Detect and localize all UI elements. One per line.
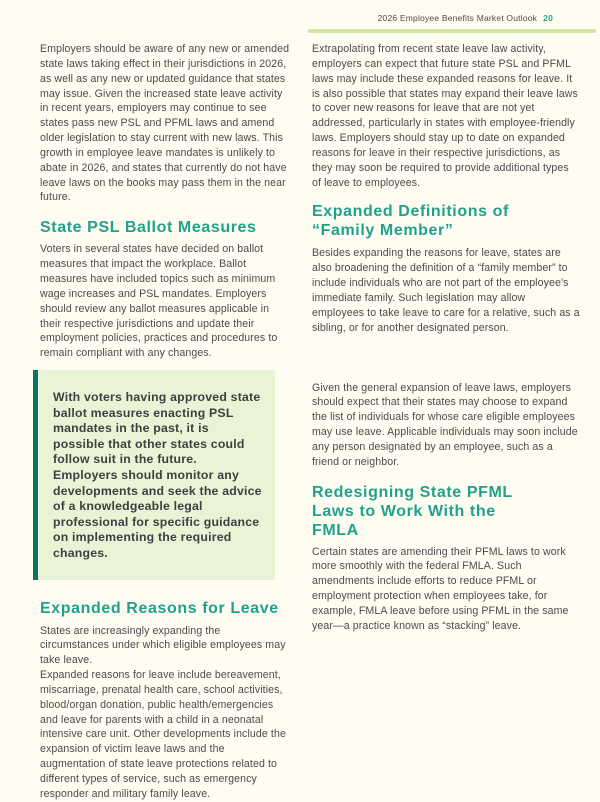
callout-text: With voters having approved state ballot measures enacting PSL mandates in the past, it is possible that other states could follow suit in the future. Employers should monitor any developments and seek the advice of a knowledgeable legal professional for specific guidance on implementing the required changes.	[53, 390, 262, 560]
expanded-reasons-paragraph-2: Expanded reasons for leave include bereavement, miscarriage, prenatal health care, school activities, blood/organ donation, public health/emergencies and leave for parents with a child in a neonatal intensive care unit. Other developments include the expansion of victim leave laws and the augmentation of state leave protections related to different types of service, such as emergency responder and military family leave.	[40, 669, 286, 800]
right-intro-paragraph: Extrapolating from recent state leave law activity, employers can expect that future state PSL and PFML laws may include these expanded reasons for leave. It is also possible that states may expand their leave laws to cover new reasons for leave that are not yet addressed, particularly in states with employee-friendly laws. Employers should stay up to date on expanded reasons for leave in their respective jurisdictions, as they may soon be required to provide additional types of leave to employees.	[312, 43, 578, 189]
document-title: 2026 Employee Benefits Market Outlook	[377, 13, 538, 23]
expanded-reasons-paragraph-1: States are increasingly expanding the circumstances under which eligible employees may take leave.	[40, 624, 286, 667]
right-column	[312, 42, 580, 802]
leave-expansion-paragraph: Given the general expansion of leave laws, employers should expect that their states may choose to expand the list of individuals for whose care eligible employees may use leave. Applicable individuals may soon include any person designated by an employee, such as a friend or neighbor.	[312, 381, 578, 468]
running-header	[378, 13, 553, 23]
page-number: 20	[543, 13, 553, 23]
ballot-measures-paragraph: Voters in several states have decided on ballot measures that impact the workplace. Ballot measures have included topics such as minimum wage increases and PSL mandates. Employers should review any ballot measures applicable in their respective jurisdictions and update their employment policies, practices and procedures to remain compliant with any changes.	[40, 243, 278, 360]
heading-redesigning-state-pfml: Redesigning State PFML Laws to Work With the FMLA	[312, 483, 513, 539]
family-member-paragraph: Besides expanding the reasons for leave, states are also broadening the definition of a “family member” to include individuals who are not part of the employee's immediate family. Such legislation may allow employees to take leave to care for a relative, such as a sibling, or for another designated person.	[312, 247, 580, 334]
callout-box	[33, 370, 275, 580]
heading-state-psl-ballot-measures: State PSL Ballot Measures	[40, 219, 257, 237]
page-body	[40, 42, 580, 802]
heading-expanded-definitions-family-member: Expanded Definitions of “Family Member”	[312, 203, 509, 240]
pfml-fmla-paragraph: Certain states are amending their PFML laws to work more smoothly with the federal FMLA. Such amendments include efforts to reduce PFML or employment protection when employees take, for example, FMLA leave before using PFML in the same year—a practice known as “stacking” leave.	[312, 545, 569, 632]
header-accent-bar	[308, 29, 596, 33]
heading-expanded-reasons-for-leave: Expanded Reasons for Leave	[40, 599, 279, 617]
left-column	[40, 42, 290, 802]
left-intro-paragraph: Employers should be aware of any new or amended state laws taking effect in their jurisdictions in 2026, as well as any new or updated guidance that states may issue. Given the increased state leave activity in recent years, employers may continue to see states pass new PSL and PFML laws and amend older legislation to stay current with new laws. This growth in employee leave mandates is unlikely to abate in 2026, and states that currently do not have leave laws on the books may pass them in the near future.	[40, 43, 290, 204]
